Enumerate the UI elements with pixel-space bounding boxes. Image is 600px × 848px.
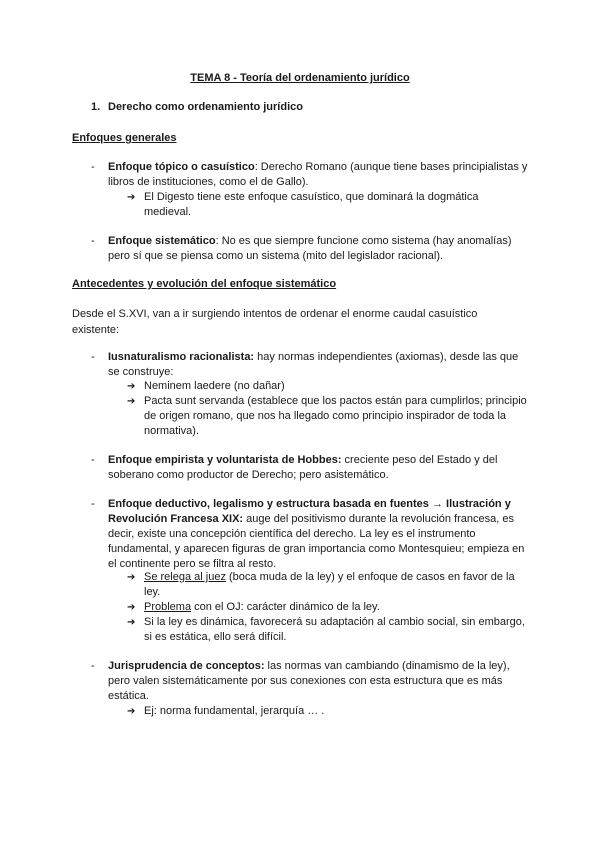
list-item-topico xyxy=(91,160,531,190)
item-text: las normas van cambiando (dinamismo de la ley), pero valen sistemáticamente por sus conexiones con esta estructura que es más estática. xyxy=(108,660,510,702)
item-text: auge del positivismo durante la revolución francesa, es decir, existe una concepción científica del derecho. La ley es el instrumento fundamental, y aparecen figuras de gran importancia como Montesquieu; empieza en el continente pero se filtra al resto. xyxy=(108,513,525,570)
sub-item xyxy=(127,394,527,439)
arrow-bullet-icon: ➔ xyxy=(127,381,136,392)
list-item-iusnaturalismo xyxy=(91,350,531,380)
sub-item xyxy=(127,600,527,615)
list-item-jurisprudencia xyxy=(91,659,531,704)
item-text: : Derecho Romano (aunque tiene bases principialistas y libros de instituciones, como el de Gallo). xyxy=(108,161,528,188)
sub-item xyxy=(127,615,527,645)
item-bold: Enfoque tópico o casuístico xyxy=(108,161,255,173)
item-text: hay normas independientes (axiomas), desde las que se construye: xyxy=(108,351,519,378)
item-bold: Enfoque sistemático xyxy=(108,235,216,247)
arrow-bullet-icon: ➔ xyxy=(127,192,136,203)
intro-paragraph: Desde el S.XVI, van a ir surgiendo intentos de ordenar el enorme caudal casuístico existente: xyxy=(72,308,478,336)
dash-bullet: - xyxy=(91,498,95,510)
item-bold: Enfoque empirista y voluntarista de Hobbes: xyxy=(108,454,342,466)
item-text: : No es que siempre funcione como sistema (hay anomalías) pero sí que se piensa como un sistema (mito del legislador racional). xyxy=(108,235,512,262)
section-title-antecedentes: Antecedentes y evolución del enfoque sistemático xyxy=(72,278,337,290)
sub-item-text: Ej: norma fundamental, jerarquía … . xyxy=(144,705,325,717)
sub-item xyxy=(127,379,527,394)
item-bold: Iusnaturalismo racionalista: xyxy=(108,351,255,363)
item-bold: Enfoque deductivo, legalismo y estructura basada en fuentes → Ilustración y Revolución Francesa XIX: xyxy=(108,498,511,525)
sub-item-text: Pacta sunt servanda (establece que los pactos están para cumplirlos; principio de origen romano, que nos ha llegado como principio inspirador de toda la normativa). xyxy=(144,395,527,437)
arrow-bullet-icon: ➔ xyxy=(127,396,136,407)
sub-item-text: Si la ley es dinámica, favorecerá su adaptación al cambio social, sin embargo, si es estática, ello será difícil. xyxy=(144,616,525,643)
heading-1 xyxy=(91,101,303,113)
sub-item-text: El Digesto tiene este enfoque casuístico, que dominará la dogmática medieval. xyxy=(144,191,479,218)
list-item-hobbes xyxy=(91,453,531,483)
document-title: TEMA 8 - Teoría del ordenamiento jurídico xyxy=(190,72,410,84)
list-item-deductivo xyxy=(91,497,531,572)
sub-item xyxy=(127,570,527,600)
sub-item xyxy=(127,190,527,220)
sub-item-text: con el OJ: carácter dinámico de la ley. xyxy=(191,601,380,613)
section-title-enfoques: Enfoques generales xyxy=(72,132,177,144)
arrow-bullet-icon: ➔ xyxy=(127,706,136,717)
arrow-bullet-icon: ➔ xyxy=(127,617,136,628)
arrow-bullet-icon: ➔ xyxy=(127,602,136,613)
arrow-bullet-icon: ➔ xyxy=(127,572,136,583)
sub-item-text: Neminem laedere (no dañar) xyxy=(144,380,285,392)
dash-bullet: - xyxy=(91,454,95,466)
item-text: creciente peso del Estado y del soberano como productor de Derecho; pero asistemático. xyxy=(108,454,498,481)
dash-bullet: - xyxy=(91,235,95,247)
heading-text: Derecho como ordenamiento jurídico xyxy=(108,101,303,113)
dash-bullet: - xyxy=(91,351,95,363)
sub-item-underlined: Se relega al juez xyxy=(144,571,226,583)
sub-item-underlined: Problema xyxy=(144,601,192,613)
dash-bullet: - xyxy=(91,161,95,173)
sub-item xyxy=(127,704,527,719)
sub-item-text: (boca muda de la ley) y el enfoque de casos en favor de la ley. xyxy=(144,571,515,598)
item-bold: Jurisprudencia de conceptos: xyxy=(108,660,265,672)
list-item-sistematico xyxy=(91,234,531,264)
dash-bullet: - xyxy=(91,660,95,672)
heading-number: 1. xyxy=(91,101,101,113)
